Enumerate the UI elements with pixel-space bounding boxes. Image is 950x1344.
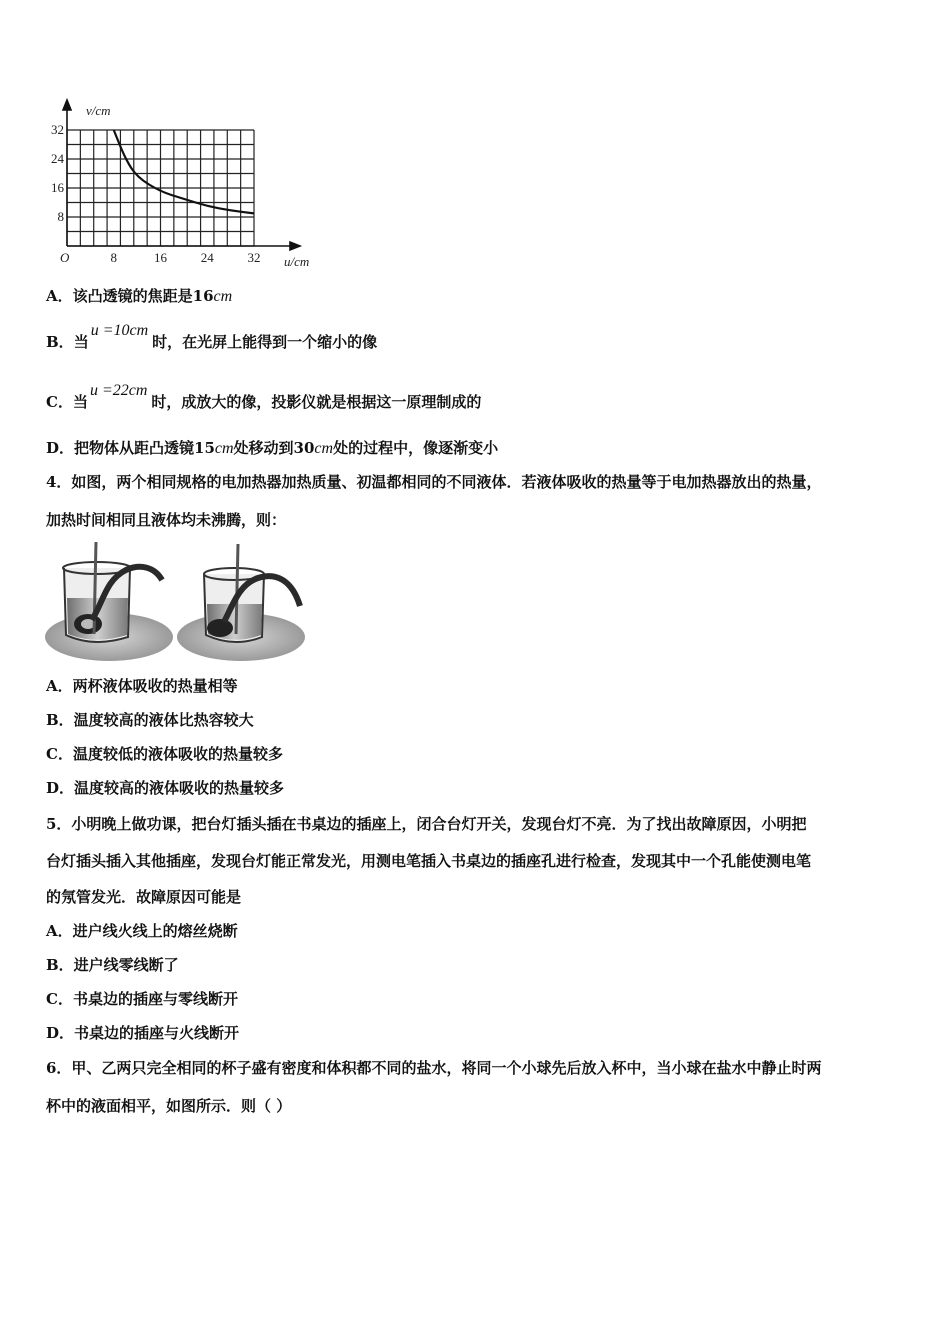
q4-option-c: C．温度较低的液体吸收的热量较多 bbox=[46, 745, 283, 763]
y-tick-label: 16 bbox=[51, 180, 64, 195]
q5-stem-line-1: 5．小明晚上做功课，把台灯插头插在书桌边的插座上，闭合台灯开关，发现台灯不亮．为了找出故障原因，小明把 bbox=[46, 815, 807, 833]
x-tick-label: 32 bbox=[247, 250, 261, 265]
q3-option-a-letter: A． bbox=[46, 287, 73, 305]
q3-option-c-formula: u =22cm bbox=[89, 382, 148, 399]
q5-stem-line-2: 台灯插头插入其他插座，发现台灯能正常发光，用测电笔插入书桌边的插座孔进行检查，发现其中一个孔能使测电笔 bbox=[46, 852, 812, 870]
q3-option-d-text-2: 处移动到30 bbox=[233, 439, 315, 457]
q4-stem-line-2: 加热时间相同且液体均未沸腾，则： bbox=[46, 511, 287, 529]
q3-option-d-text-3: 处的过程中，像逐渐变小 bbox=[333, 439, 499, 457]
q4-stem-line-1: 4．如图，两个相同规格的电加热器加热质量、初温都相同的不同液体．若液体吸收的热量等于电加热器放出的热量， bbox=[46, 473, 822, 491]
image-distance-curve bbox=[114, 130, 254, 213]
q3-option-d-unit-2: cm bbox=[314, 440, 334, 457]
beakers-heating-figure bbox=[44, 540, 314, 665]
y-tick-label: 32 bbox=[51, 122, 64, 137]
q6-stem-line-1: 6．甲、乙两只完全相同的杯子盛有密度和体积都不同的盐水，将同一个小球先后放入杯中，当小球在盐水中静止时两 bbox=[46, 1059, 822, 1077]
q3-option-b-formula: u =10cm bbox=[90, 322, 149, 339]
beaker-left bbox=[45, 542, 173, 661]
graph-axes bbox=[63, 100, 300, 250]
q3-option-d-letter: D． bbox=[46, 439, 75, 457]
beaker-right bbox=[177, 544, 305, 661]
y-tick-label: 8 bbox=[57, 209, 64, 224]
origin-label: O bbox=[60, 250, 70, 265]
x-tick-label: 8 bbox=[110, 250, 117, 265]
q3-option-a-unit: cm bbox=[213, 288, 233, 305]
q3-option-a-text: 该凸透镜的焦距是16 bbox=[72, 287, 214, 305]
q5-option-c: C．书桌边的插座与零线断开 bbox=[46, 990, 238, 1008]
q3-option-b-prefix: 当 bbox=[73, 333, 89, 351]
graph-tick-layer bbox=[51, 122, 261, 265]
graph-curve-layer bbox=[114, 130, 254, 213]
q3-option-d bbox=[46, 438, 498, 459]
q3-option-b-letter: B． bbox=[46, 333, 74, 351]
q3-option-c bbox=[46, 382, 482, 413]
q3-option-d-unit-1: cm bbox=[214, 440, 234, 457]
x-tick-label: 16 bbox=[154, 250, 167, 265]
q6-stem-line-2: 杯中的液面相平，如图所示．则（ ） bbox=[46, 1097, 292, 1115]
q5-option-a: A．进户线火线上的熔丝烧断 bbox=[46, 922, 238, 940]
x-tick-label: 24 bbox=[200, 250, 214, 265]
q3-option-b-text: 时，在光屏上能得到一个缩小的像 bbox=[152, 333, 378, 351]
q3-option-c-text: 时，成放大的像，投影仪就是根据这一原理制成的 bbox=[151, 393, 482, 411]
q5-stem-line-3: 的氖管发光．故障原因可能是 bbox=[46, 888, 242, 906]
graph-grid bbox=[67, 130, 254, 246]
q3-option-c-prefix: 当 bbox=[72, 393, 88, 411]
y-axis-label: v/cm bbox=[86, 103, 111, 118]
q3-option-c-letter: C． bbox=[46, 393, 73, 411]
q4-option-b: B．温度较高的液体比热容较大 bbox=[46, 711, 254, 729]
q5-option-d: D．书桌边的插座与火线断开 bbox=[46, 1024, 240, 1042]
q3-option-d-text-1: 把物体从距凸透镜15 bbox=[74, 439, 215, 457]
q4-option-a: A．两杯液体吸收的热量相等 bbox=[46, 677, 238, 695]
q5-option-b: B．进户线零线断了 bbox=[46, 956, 179, 974]
x-axis-label: u/cm bbox=[284, 254, 310, 269]
q4-option-d: D．温度较高的液体吸收的热量较多 bbox=[46, 779, 285, 797]
q3-option-a bbox=[46, 286, 232, 307]
q3-option-b bbox=[46, 322, 378, 353]
y-tick-label: 24 bbox=[51, 151, 64, 166]
lens-image-distance-graph bbox=[44, 96, 334, 276]
